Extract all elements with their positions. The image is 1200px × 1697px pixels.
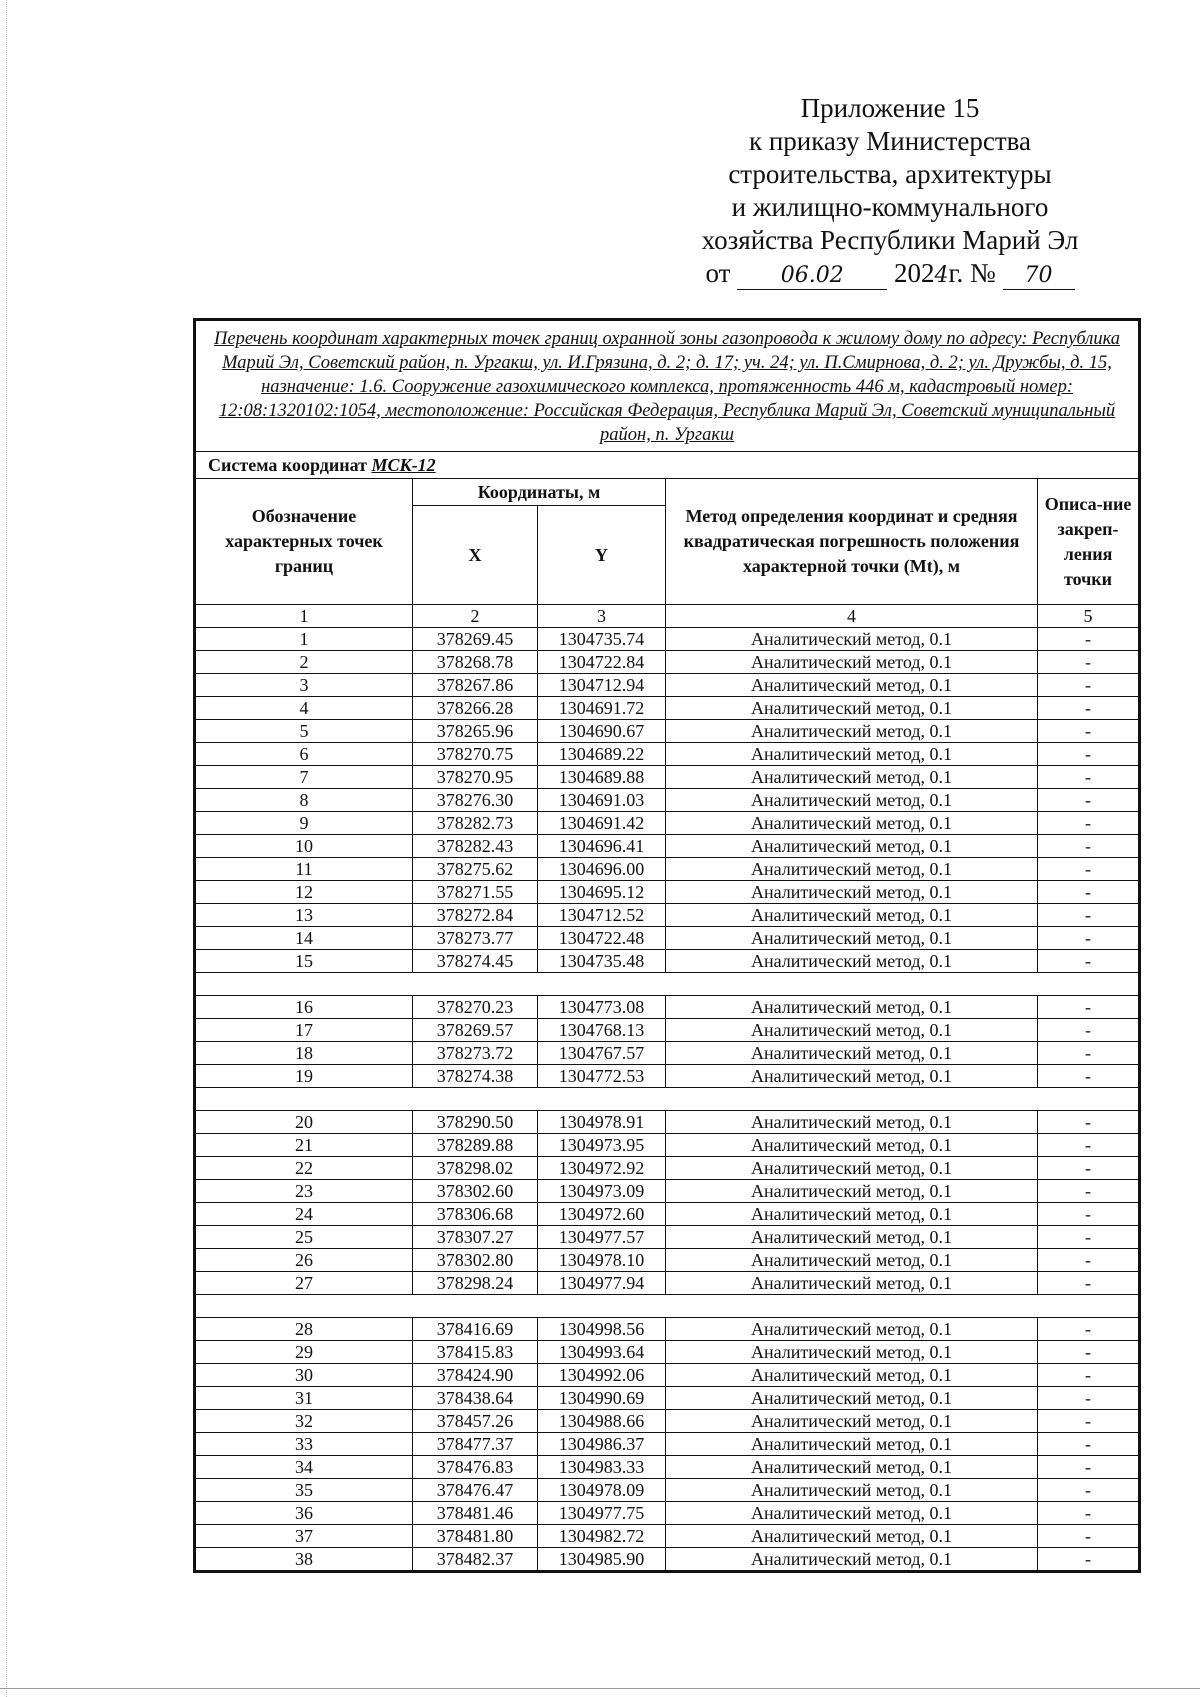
cell-point-id: 33: [195, 1433, 413, 1456]
cell-method: Аналитический метод, 0.1: [666, 789, 1038, 812]
cell-x-coord: 378476.83: [413, 1456, 538, 1479]
header-x: X: [413, 506, 538, 605]
cell-point-id: 26: [195, 1249, 413, 1272]
cell-point-id: 17: [195, 1019, 413, 1042]
cell-method: Аналитический метод, 0.1: [666, 743, 1038, 766]
table-row: [195, 789, 1140, 812]
appendix-line-4: и жилищно-коммунального: [731, 192, 1049, 222]
cell-y-coord: 1304722.84: [538, 651, 666, 674]
cell-method: Аналитический метод, 0.1: [666, 1410, 1038, 1433]
cell-method: Аналитический метод, 0.1: [666, 927, 1038, 950]
cell-method: Аналитический метод, 0.1: [666, 1387, 1038, 1410]
table-row: [195, 858, 1140, 881]
cell-description: -: [1038, 1456, 1140, 1479]
cell-y-coord: 1304973.95: [538, 1134, 666, 1157]
cell-x-coord: 378457.26: [413, 1410, 538, 1433]
cell-method: Аналитический метод, 0.1: [666, 1180, 1038, 1203]
table-row: [195, 1548, 1140, 1572]
cell-y-coord: 1304735.48: [538, 950, 666, 973]
table-row: [195, 743, 1140, 766]
cell-description: -: [1038, 1318, 1140, 1341]
table-row: [195, 674, 1140, 697]
table-row: [195, 1525, 1140, 1548]
cell-point-id: 14: [195, 927, 413, 950]
cell-y-coord: 1304696.41: [538, 835, 666, 858]
cell-method: Аналитический метод, 0.1: [666, 1456, 1038, 1479]
appendix-line-2: к приказу Министерства: [748, 126, 1032, 156]
cell-x-coord: 378267.86: [413, 674, 538, 697]
cell-method: Аналитический метод, 0.1: [666, 697, 1038, 720]
cell-y-coord: 1304972.60: [538, 1203, 666, 1226]
cell-method: Аналитический метод, 0.1: [666, 1525, 1038, 1548]
cell-x-coord: 378282.73: [413, 812, 538, 835]
table-row: [195, 1111, 1140, 1134]
cell-y-coord: 1304767.57: [538, 1042, 666, 1065]
cell-description: -: [1038, 1019, 1140, 1042]
cell-x-coord: 378269.57: [413, 1019, 538, 1042]
cell-point-id: 12: [195, 881, 413, 904]
table-row: [195, 1226, 1140, 1249]
coordinate-system-label: Система координат: [208, 454, 367, 475]
table-row: [195, 1180, 1140, 1203]
column-number-4: 4: [666, 605, 1038, 628]
cell-point-id: 11: [195, 858, 413, 881]
cell-y-coord: 1304772.53: [538, 1065, 666, 1088]
cell-point-id: 20: [195, 1111, 413, 1134]
cell-x-coord: 378415.83: [413, 1341, 538, 1364]
cell-y-coord: 1304988.66: [538, 1410, 666, 1433]
cell-point-id: 25: [195, 1226, 413, 1249]
appendix-line-3: строительства, архитектуры: [728, 159, 1052, 189]
cell-y-coord: 1304689.88: [538, 766, 666, 789]
cell-y-coord: 1304768.13: [538, 1019, 666, 1042]
cell-x-coord: 378271.55: [413, 881, 538, 904]
cell-x-coord: 378270.95: [413, 766, 538, 789]
cell-x-coord: 378438.64: [413, 1387, 538, 1410]
cell-point-id: 18: [195, 1042, 413, 1065]
appendix-line-1: Приложение 15: [800, 93, 980, 123]
cell-point-id: 3: [195, 674, 413, 697]
date-prefix: от: [705, 258, 731, 288]
cell-y-coord: 1304712.94: [538, 674, 666, 697]
table-row: [195, 904, 1140, 927]
table-row: [195, 1410, 1140, 1433]
cell-method: Аналитический метод, 0.1: [666, 835, 1038, 858]
cell-description: -: [1038, 1502, 1140, 1525]
table-row: [195, 628, 1140, 651]
cell-x-coord: 378272.84: [413, 904, 538, 927]
cell-method: Аналитический метод, 0.1: [666, 628, 1038, 651]
cell-description: -: [1038, 697, 1140, 720]
scan-edge-bottom: [0, 1688, 1200, 1689]
year-prefix: 202: [893, 258, 935, 288]
cell-method: Аналитический метод, 0.1: [666, 881, 1038, 904]
cell-description: -: [1038, 1387, 1140, 1410]
table-row: [195, 881, 1140, 904]
header-points: Обозначение характерных точек границ: [195, 479, 413, 605]
cell-y-coord: 1304735.74: [538, 628, 666, 651]
header-coords: Координаты, м: [413, 479, 666, 506]
cell-x-coord: 378298.24: [413, 1272, 538, 1295]
cell-x-coord: 378266.28: [413, 697, 538, 720]
cell-method: Аналитический метод, 0.1: [666, 1433, 1038, 1456]
cell-x-coord: 378274.45: [413, 950, 538, 973]
cell-y-coord: 1304990.69: [538, 1387, 666, 1410]
cell-point-id: 10: [195, 835, 413, 858]
group-separator-cell: [195, 1088, 1140, 1111]
cell-description: -: [1038, 1479, 1140, 1502]
cell-x-coord: 378306.68: [413, 1203, 538, 1226]
cell-method: Аналитический метод, 0.1: [666, 1249, 1038, 1272]
header-description: Описа-ние закреп-ления точки: [1038, 479, 1140, 605]
cell-x-coord: 378416.69: [413, 1318, 538, 1341]
cell-x-coord: 378273.72: [413, 1042, 538, 1065]
cell-x-coord: 378476.47: [413, 1479, 538, 1502]
cell-x-coord: 378482.37: [413, 1548, 538, 1572]
cell-point-id: 16: [195, 996, 413, 1019]
cell-description: -: [1038, 1525, 1140, 1548]
cell-description: -: [1038, 904, 1140, 927]
cell-y-coord: 1304985.90: [538, 1548, 666, 1572]
order-date: 06.02: [737, 263, 887, 290]
cell-method: Аналитический метод, 0.1: [666, 812, 1038, 835]
cell-description: -: [1038, 628, 1140, 651]
cell-method: Аналитический метод, 0.1: [666, 651, 1038, 674]
table-row: [195, 1341, 1140, 1364]
cell-description: -: [1038, 766, 1140, 789]
cell-point-id: 4: [195, 697, 413, 720]
cell-point-id: 22: [195, 1157, 413, 1180]
cell-x-coord: 378481.46: [413, 1502, 538, 1525]
column-number-2: 2: [413, 605, 538, 628]
cell-x-coord: 378282.43: [413, 835, 538, 858]
cell-description: -: [1038, 1433, 1140, 1456]
table-row: [195, 1387, 1140, 1410]
cell-y-coord: 1304977.75: [538, 1502, 666, 1525]
table-row: [195, 1019, 1140, 1042]
cell-y-coord: 1304993.64: [538, 1341, 666, 1364]
table-row: [195, 835, 1140, 858]
cell-description: -: [1038, 1157, 1140, 1180]
cell-y-coord: 1304986.37: [538, 1433, 666, 1456]
cell-method: Аналитический метод, 0.1: [666, 1364, 1038, 1387]
cell-y-coord: 1304973.09: [538, 1180, 666, 1203]
cell-x-coord: 378289.88: [413, 1134, 538, 1157]
cell-x-coord: 378302.60: [413, 1180, 538, 1203]
cell-description: -: [1038, 835, 1140, 858]
cell-x-coord: 378276.30: [413, 789, 538, 812]
cell-y-coord: 1304695.12: [538, 881, 666, 904]
cell-method: Аналитический метод, 0.1: [666, 1548, 1038, 1572]
cell-y-coord: 1304689.22: [538, 743, 666, 766]
appendix-header: [640, 92, 1140, 292]
cell-y-coord: 1304978.09: [538, 1479, 666, 1502]
cell-point-id: 5: [195, 720, 413, 743]
table-row: [195, 1479, 1140, 1502]
cell-description: -: [1038, 1042, 1140, 1065]
cell-description: -: [1038, 743, 1140, 766]
cell-point-id: 8: [195, 789, 413, 812]
column-number-1: 1: [195, 605, 413, 628]
group-separator-cell: [195, 973, 1140, 996]
cell-point-id: 6: [195, 743, 413, 766]
scan-edge-left: [6, 0, 7, 1697]
cell-method: Аналитический метод, 0.1: [666, 1042, 1038, 1065]
cell-description: -: [1038, 858, 1140, 881]
year-digit: 4: [934, 263, 949, 288]
cell-description: -: [1038, 1203, 1140, 1226]
cell-description: -: [1038, 1410, 1140, 1433]
cell-method: Аналитический метод, 0.1: [666, 766, 1038, 789]
cell-description: -: [1038, 1272, 1140, 1295]
cell-y-coord: 1304972.92: [538, 1157, 666, 1180]
cell-y-coord: 1304712.52: [538, 904, 666, 927]
order-date-line: [640, 257, 1140, 292]
table-row: [195, 950, 1140, 973]
cell-method: Аналитический метод, 0.1: [666, 1203, 1038, 1226]
cell-description: -: [1038, 1180, 1140, 1203]
cell-method: Аналитический метод, 0.1: [666, 904, 1038, 927]
table-row: [195, 1065, 1140, 1088]
cell-point-id: 27: [195, 1272, 413, 1295]
cell-point-id: 34: [195, 1456, 413, 1479]
column-number-3: 3: [538, 605, 666, 628]
table-title: Перечень координат характерных точек границ охранной зоны газопровода к жилому дому по адресу: Республика Марий Эл, Советский район, п. Ургакш, ул. И.Грязина, д. 2; д. 17; уч. 24; ул. П.Смирнова, д. 2; ул. Дружбы, д. 15, назначение: 1.6. Сооружение газохимического комплекса, протяженность 446 м, кадастровый номер: 12:08:1320102:1054, местоположение: Российская Федерация, Республика Марий Эл, Советский муниципальный район, п. Ургакш: [195, 320, 1140, 452]
column-number-5: 5: [1038, 605, 1140, 628]
cell-method: Аналитический метод, 0.1: [666, 674, 1038, 697]
table-row: [195, 1364, 1140, 1387]
cell-y-coord: 1304722.48: [538, 927, 666, 950]
cell-y-coord: 1304696.00: [538, 858, 666, 881]
cell-description: -: [1038, 1341, 1140, 1364]
table-row: [195, 1042, 1140, 1065]
cell-description: -: [1038, 927, 1140, 950]
cell-y-coord: 1304978.91: [538, 1111, 666, 1134]
cell-point-id: 23: [195, 1180, 413, 1203]
cell-method: Аналитический метод, 0.1: [666, 1157, 1038, 1180]
cell-y-coord: 1304998.56: [538, 1318, 666, 1341]
cell-y-coord: 1304992.06: [538, 1364, 666, 1387]
cell-x-coord: 378477.37: [413, 1433, 538, 1456]
table-row: [195, 996, 1140, 1019]
coordinates-table: [193, 318, 1141, 1573]
table-row: [195, 812, 1140, 835]
cell-y-coord: 1304977.57: [538, 1226, 666, 1249]
cell-description: -: [1038, 720, 1140, 743]
table-row: [195, 1203, 1140, 1226]
appendix-line-5: хозяйства Республики Марий Эл: [701, 225, 1079, 255]
table-row: [195, 1249, 1140, 1272]
table-row: [195, 1456, 1140, 1479]
cell-x-coord: 378481.80: [413, 1525, 538, 1548]
cell-point-id: 28: [195, 1318, 413, 1341]
group-separator-row: [195, 973, 1140, 996]
cell-point-id: 37: [195, 1525, 413, 1548]
cell-method: Аналитический метод, 0.1: [666, 1318, 1038, 1341]
cell-method: Аналитический метод, 0.1: [666, 1111, 1038, 1134]
cell-point-id: 30: [195, 1364, 413, 1387]
table-row: [195, 766, 1140, 789]
group-separator-cell: [195, 1295, 1140, 1318]
cell-method: Аналитический метод, 0.1: [666, 996, 1038, 1019]
year-suffix: г. №: [948, 258, 996, 288]
table-row: [195, 927, 1140, 950]
table-row: [195, 1134, 1140, 1157]
cell-description: -: [1038, 1111, 1140, 1134]
group-separator-row: [195, 1088, 1140, 1111]
cell-x-coord: 378290.50: [413, 1111, 538, 1134]
cell-method: Аналитический метод, 0.1: [666, 1019, 1038, 1042]
cell-point-id: 2: [195, 651, 413, 674]
coordinate-system-value: МСК-12: [371, 454, 436, 475]
cell-x-coord: 378298.02: [413, 1157, 538, 1180]
cell-y-coord: 1304691.03: [538, 789, 666, 812]
cell-x-coord: 378273.77: [413, 927, 538, 950]
cell-point-id: 35: [195, 1479, 413, 1502]
cell-method: Аналитический метод, 0.1: [666, 720, 1038, 743]
cell-description: -: [1038, 789, 1140, 812]
cell-point-id: 21: [195, 1134, 413, 1157]
cell-description: -: [1038, 996, 1140, 1019]
cell-point-id: 13: [195, 904, 413, 927]
group-separator-row: [195, 1295, 1140, 1318]
cell-description: -: [1038, 651, 1140, 674]
table-row: [195, 1502, 1140, 1525]
cell-x-coord: 378270.23: [413, 996, 538, 1019]
cell-method: Аналитический метод, 0.1: [666, 1502, 1038, 1525]
cell-method: Аналитический метод, 0.1: [666, 1341, 1038, 1364]
cell-x-coord: 378424.90: [413, 1364, 538, 1387]
table-row: [195, 720, 1140, 743]
cell-y-coord: 1304983.33: [538, 1456, 666, 1479]
cell-x-coord: 378269.45: [413, 628, 538, 651]
order-number: 70: [1003, 263, 1075, 290]
coordinate-system: [195, 452, 1140, 479]
cell-y-coord: 1304982.72: [538, 1525, 666, 1548]
cell-description: -: [1038, 1249, 1140, 1272]
cell-x-coord: 378268.78: [413, 651, 538, 674]
table-row: [195, 697, 1140, 720]
cell-description: -: [1038, 1548, 1140, 1572]
cell-method: Аналитический метод, 0.1: [666, 1226, 1038, 1249]
cell-x-coord: 378265.96: [413, 720, 538, 743]
cell-x-coord: 378302.80: [413, 1249, 538, 1272]
cell-description: -: [1038, 1134, 1140, 1157]
cell-y-coord: 1304977.94: [538, 1272, 666, 1295]
table-row: [195, 1318, 1140, 1341]
cell-y-coord: 1304691.72: [538, 697, 666, 720]
cell-method: Аналитический метод, 0.1: [666, 1479, 1038, 1502]
cell-point-id: 38: [195, 1548, 413, 1572]
cell-x-coord: 378274.38: [413, 1065, 538, 1088]
table-row: [195, 1272, 1140, 1295]
header-y: Y: [538, 506, 666, 605]
cell-point-id: 9: [195, 812, 413, 835]
cell-x-coord: 378270.75: [413, 743, 538, 766]
cell-point-id: 7: [195, 766, 413, 789]
cell-point-id: 19: [195, 1065, 413, 1088]
cell-description: -: [1038, 1226, 1140, 1249]
table-row: [195, 651, 1140, 674]
column-number-row: [195, 605, 1140, 628]
cell-description: -: [1038, 812, 1140, 835]
cell-method: Аналитический метод, 0.1: [666, 1272, 1038, 1295]
cell-point-id: 1: [195, 628, 413, 651]
header-method: Метод определения координат и средняя квадратическая погрешность положения характерной точки (Mt), м: [666, 479, 1038, 605]
cell-x-coord: 378307.27: [413, 1226, 538, 1249]
cell-y-coord: 1304691.42: [538, 812, 666, 835]
cell-y-coord: 1304773.08: [538, 996, 666, 1019]
cell-point-id: 36: [195, 1502, 413, 1525]
cell-point-id: 32: [195, 1410, 413, 1433]
table-row: [195, 1157, 1140, 1180]
cell-y-coord: 1304690.67: [538, 720, 666, 743]
cell-description: -: [1038, 950, 1140, 973]
cell-method: Аналитический метод, 0.1: [666, 1134, 1038, 1157]
cell-description: -: [1038, 1364, 1140, 1387]
cell-description: -: [1038, 674, 1140, 697]
cell-method: Аналитический метод, 0.1: [666, 1065, 1038, 1088]
cell-method: Аналитический метод, 0.1: [666, 858, 1038, 881]
cell-y-coord: 1304978.10: [538, 1249, 666, 1272]
cell-point-id: 15: [195, 950, 413, 973]
cell-method: Аналитический метод, 0.1: [666, 950, 1038, 973]
cell-description: -: [1038, 881, 1140, 904]
table-row: [195, 1433, 1140, 1456]
cell-description: -: [1038, 1065, 1140, 1088]
cell-point-id: 24: [195, 1203, 413, 1226]
cell-point-id: 31: [195, 1387, 413, 1410]
cell-point-id: 29: [195, 1341, 413, 1364]
cell-x-coord: 378275.62: [413, 858, 538, 881]
